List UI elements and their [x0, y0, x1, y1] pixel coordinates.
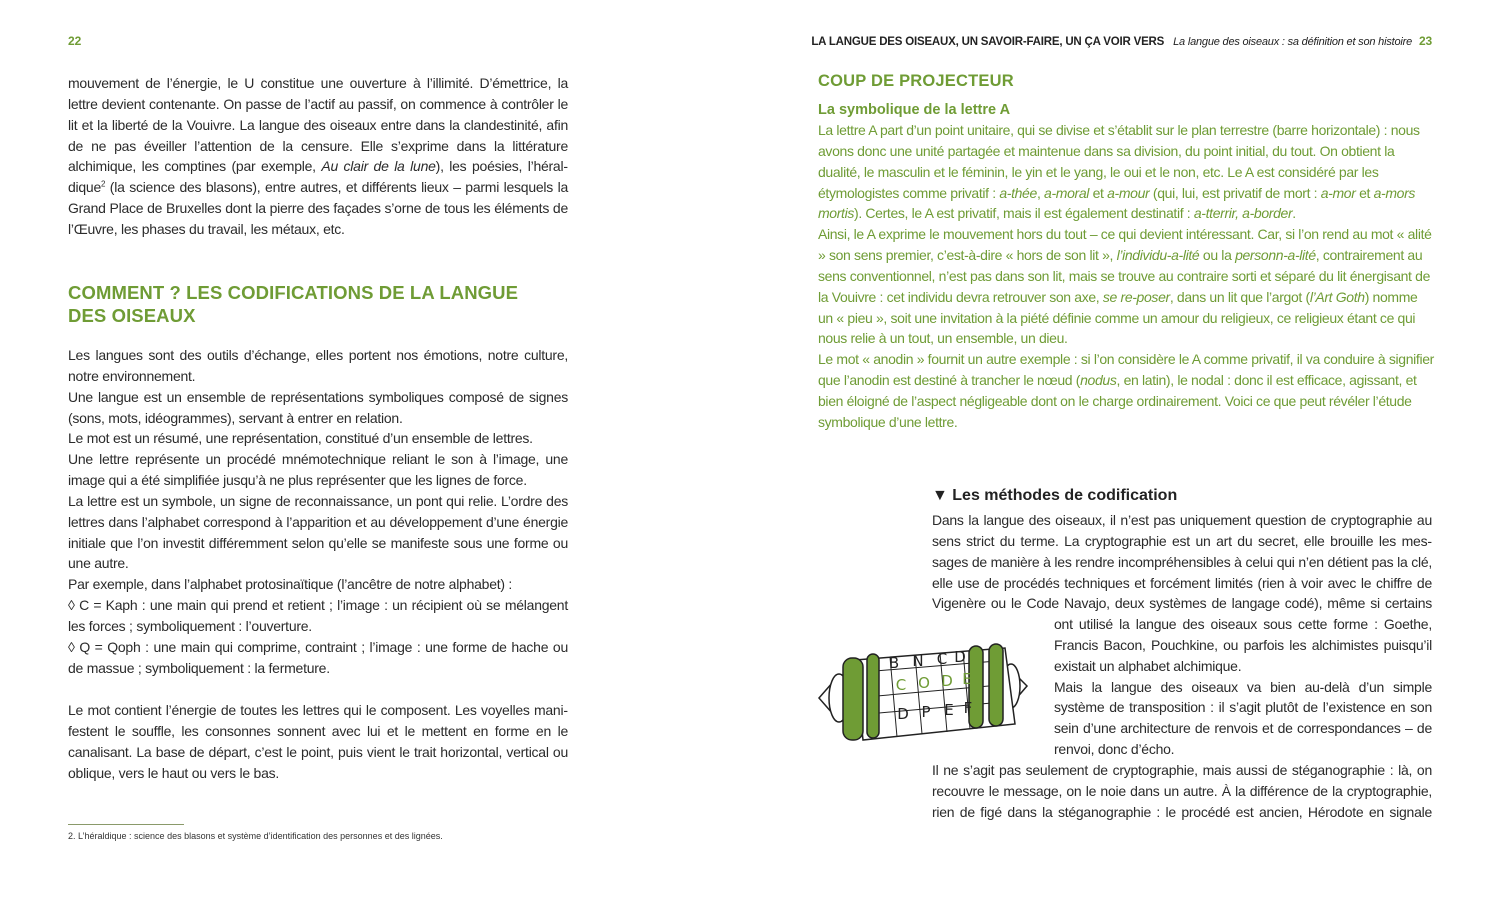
intro-paragraph [68, 73, 568, 240]
body-line: La lettre est un symbole, un signe de reconnaissance, un pont qui relie. L’ordre des lettres dans l’alphabet correspond à l’apparition et au développement d’une énergie initiale que l’on investit différemment selon qu’elle se manifeste sous une forme ou une autre. [68, 492, 568, 572]
body-line: Une lettre représente un procédé mnémotechnique reliant le son à l’image, une image qui a été simplifiée jusqu’à ne plus représenter que les lignes de force. [68, 451, 568, 489]
text-run: , en latin), le nodal : donc il est efficace, agissant, et bien éloigné de l’aspect négligeable dont on le charge ordinairement. Voici ce que peut révéler l’étude symbolique d’une lettre. [818, 372, 1417, 430]
text-run: ), les poésies, l’héraldique [68, 158, 569, 196]
section-heading: COMMENT ? LES CODIFICATIONS DE LA LANGUE DES OISEAUX [68, 282, 519, 326]
text-run: (la science des blasons), entre autres, et différents lieux – parmi lesquels la Grand Place de Bruxelles dont la pierre des façades s’orne de tous les éléments de l’Œuvre, les phases du travail, les métaux, etc. [68, 179, 568, 237]
cryptex-letter: N [912, 652, 924, 670]
text-run: La lettre A part d’un point unitaire, qui se divise et s’établit sur le plan terrestre (barre horizontale) : nous avons donc une unité partagée et maintenue dans sa division, du point initial, du tout. On obtient la dualité, le masculin et le féminin, le yin et le yang, le oui et le non, etc. Le A est considéré par les étymologistes comme privatif : [818, 122, 1420, 201]
italic-text: personn-a-lité [1235, 247, 1316, 264]
italic-text: a-mors mortis [818, 184, 1416, 222]
methods-paragraph-a: Dans la langue des oiseaux, il n’est pas uniquement question de cryptographie au sens strict du terme. La cryptographie est un art du secret, elle brouille les messages de manière à les rendre incompréhensibles à celui qui n’en détient pas la clé, elle use de procédés techniques et forcément limités (rien à voir avec le chiffre de Vigenère ou le Code Navajo, deux systèmes de langage codé), même si certains [932, 512, 1432, 612]
cryptex-code-letter: O [918, 674, 930, 692]
methods-heading: ▼ Les méthodes de codification [932, 487, 1178, 504]
body-line: Par exemple, dans l’alphabet protosinaïtique (l’ancêtre de notre alphabet) : [68, 576, 513, 593]
methods-paragraph-c: Il ne s’agit pas seulement de cryptographie, mais aussi de stéganographie : là, on recouvre le message, on le noie dans un autre. À la différence de la cryptographie, rien de figé dans la stéganographie : le procédé est ancien, Hérodote en signale [932, 762, 1432, 820]
cryptex-letter: B [888, 654, 900, 672]
italic-text: Au clair de la lune [321, 158, 436, 175]
section-body [68, 345, 568, 679]
cryptex-ring-left [843, 658, 863, 740]
text-run: (qui, lui, est privatif de mort : [1149, 184, 1321, 201]
book-title: LA LANGUE DES OISEAUX, UN SAVOIR-FAIRE, UN ÇA VOIR VERS [811, 36, 1165, 48]
body-line: Le mot est un résumé, une représentation, constitué d’un ensemble de lettres. [68, 430, 533, 447]
text-run: mouvement de l’énergie, le U constitue une ouverture à l’illimité. D’émettrice, la lettre devient contenante. On passe de l’actif au passif, on commence à contrôler le lit et la liberté de la Vouivre. La langue des oiseaux entre dans la clandestinité, afin de ne pas éveiller l’attention de la censure. Elle s’exprime dans la littérature alchimique, les comptines (par exemple, [68, 75, 568, 175]
page-number-right: 23 [1419, 34, 1432, 48]
closing-paragraph: Le mot contient l’énergie de toutes les lettres qui le composent. Les voyelles manifestent le souffle, les consonnes sonnent avec lui et le mettent en forme en le canalisant. La base de départ, c’est le point, puis vient le trait horizontal, vertical ou oblique, vers le haut ou vers le bas. [68, 702, 568, 781]
text-run: , [1036, 184, 1045, 201]
cryptex-ring-right [989, 644, 1003, 726]
chapter-title: La langue des oiseaux : sa définition et son histoire [1173, 36, 1413, 48]
text-run: et [1089, 184, 1108, 201]
cryptex-letter: C [936, 650, 948, 668]
page-number-left: 22 [68, 34, 82, 48]
text-run: , contrairement au sens conventionnel, n’est pas dans son lit, mais se trouve au contraire sorti et séparé du lit énergisant de la Vouivre : cet individu devra retrouver son axe, [818, 247, 1431, 305]
cryptex-letter: F [963, 699, 973, 717]
cryptex-letter: E [944, 701, 954, 719]
spotlight-paragraph [818, 349, 1434, 432]
text-run: ou la [1199, 247, 1236, 264]
footnote-ref: 2 [101, 179, 106, 189]
cryptex-code-letter: E [962, 670, 972, 688]
spotlight-subtitle: La symbolique de la lettre A [818, 102, 1011, 118]
spotlight-title: COUP DE PROJECTEUR [818, 72, 1014, 90]
example-item-kaph: ◊ C = Kaph : une main qui prend et retient ; l’image : un récipient où se mélangent les forces ; symboliquement : l’ouverture. [68, 597, 568, 634]
running-header [811, 34, 1432, 48]
cryptex-illustration [815, 636, 1030, 748]
example-item-qoph: ◊ Q = Qoph : une main qui comprime, contraint ; l’image : une forme de hache ou de massue ; symboliquement : la fermeture. [68, 638, 568, 676]
text-run: ) nomme un « pieu », soit une invitation à la piété définie comme un amour du religieux, ce religieux étant ce qui nous relie à un tout, un ensemble, un dieu. [818, 288, 1418, 347]
italic-text: l’Art Goth [1309, 288, 1365, 305]
text-run: ). Certes, le A est privatif, mais il est également destinatif : [854, 205, 1194, 222]
italic-text: l’individu-a-lité [1116, 247, 1200, 264]
methods-paragraph-b1: ont utilisé la langue des oiseaux sous cette forme : Goethe, Francis Bacon, Pouchkine, ou parfois les alchimistes puisqu’il existait un alphabet alchimique. [1054, 616, 1432, 674]
text-run: et [1355, 184, 1374, 201]
methods-paragraph-b2: Mais la langue des oiseaux va bien au-delà d’un simple système de transposition : il s’agit plutôt de l’existence en son sein d’une architecture de renvois et de correspondances – de renvoi, donc d’écho. [1054, 678, 1432, 758]
italic-text: a-tterrir, a-border [1193, 205, 1293, 222]
text-run: Ainsi, le A exprime le mouvement hors du tout – ce qui devient intéressant. Car, si l’on rend au mot « alité » son sens premier, c’est-à-dire « hors de son lit », [818, 226, 1432, 264]
footnote: 2. L’héraldique : science des blasons et système d’identification des personnes et des lignées. [68, 831, 443, 841]
italic-text: a-moral [1044, 184, 1090, 201]
cryptex-code-letter: D [941, 672, 953, 690]
cryptex-letter: D [897, 705, 909, 723]
spotlight-paragraph [818, 224, 1434, 349]
text-run: Le mot « anodin » fournit un autre exemple : si l’on considère le A comme privatif, il va conduire à signifier que l’anodin est destiné à trancher le nœud ( [818, 351, 1434, 389]
body-line: Une langue est un ensemble de représentations symboliques composé de signes (sons, mots, idéogrammes), servant à entrer en relation. [68, 388, 568, 426]
body-line: Les langues sont des outils d’échange, elles portent nos émotions, notre culture, notre environnement. [68, 347, 568, 384]
text-run: , dans un lit que l’argot ( [1169, 288, 1310, 305]
footnote-rule [68, 824, 184, 825]
spotlight-paragraph [818, 120, 1434, 224]
cryptex-letter: P [921, 703, 931, 721]
cryptex-code-letter: C [895, 676, 907, 694]
italic-text: a-mor [1320, 184, 1356, 201]
spotlight-box [818, 72, 1434, 433]
italic-text: nodus [1080, 372, 1117, 389]
text-run: . [1292, 205, 1296, 222]
cryptex-letter: D [954, 648, 966, 666]
italic-text: a-mour [1107, 184, 1150, 201]
italic-text: se re-poser [1102, 288, 1170, 305]
italic-text: a-thée [999, 184, 1037, 201]
